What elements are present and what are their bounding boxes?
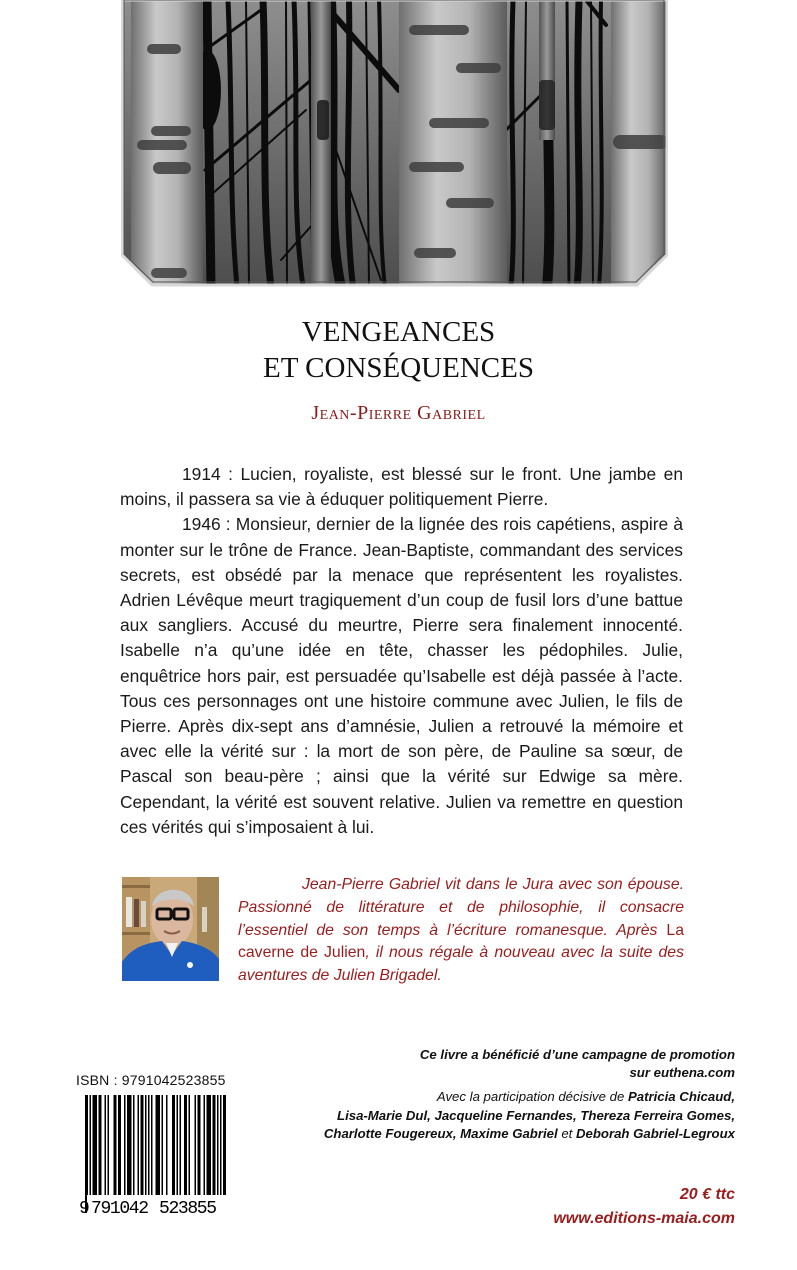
author-photo <box>122 877 219 981</box>
barcode-digits-right: 523855 <box>159 1199 217 1215</box>
barcode-bar <box>124 1095 126 1195</box>
barcode-bar <box>195 1095 197 1195</box>
participant-names: Lisa-Marie Dul, Jacqueline Fernandes, Thereza Ferreira Gomes, <box>337 1107 735 1123</box>
barcode-bar <box>204 1095 206 1195</box>
publisher-website[interactable]: www.editions-maia.com <box>553 1210 735 1227</box>
previous-book-title: La caverne de Julien <box>238 921 684 962</box>
barcode-graphic <box>79 1095 229 1215</box>
barcode-bar <box>151 1095 153 1195</box>
barcode-bar <box>213 1095 216 1195</box>
barcode-bar <box>105 1095 107 1195</box>
barcode-bar <box>118 1095 121 1195</box>
barcode-bar <box>180 1095 182 1195</box>
barcode-bar <box>93 1095 98 1195</box>
isbn-label: ISBN : 9791042523855 <box>76 1072 226 1088</box>
barcode-bar <box>145 1095 147 1195</box>
barcode-bar <box>108 1095 110 1195</box>
barcode-bar <box>177 1095 179 1195</box>
barcode-bar <box>156 1095 161 1195</box>
synopsis <box>120 462 683 840</box>
bio-text: , il nous régale à nouveau avec la suite des aventures de Julien Brigadel. <box>238 944 684 985</box>
barcode-bar <box>141 1095 144 1195</box>
barcode-bar <box>198 1095 201 1195</box>
barcode-bar <box>207 1095 212 1195</box>
participation-credits <box>295 1088 735 1144</box>
book-title-line-2: ET CONSÉQUENCES <box>263 352 534 384</box>
bio-text: Jean-Pierre Gabriel vit dans le Jura avec son épouse. Passionné de littérature et de philosophie, il consacre l’essentiel de son temps à l’écriture romanesque. Après <box>238 876 684 939</box>
birch-forest-illustration <box>121 0 668 287</box>
participation-conjunction: et <box>557 1126 576 1142</box>
barcode-bar <box>114 1095 117 1195</box>
promotion-line: sur euthena.com <box>629 1065 735 1080</box>
barcode-bar <box>138 1095 140 1195</box>
participant-names: Patricia Chicaud, <box>627 1089 735 1104</box>
barcode-bar <box>127 1095 132 1195</box>
participant-names: Deborah Gabriel-Legroux <box>575 1126 735 1142</box>
barcode-digits-left: 791042 <box>91 1199 149 1215</box>
promotion-note <box>315 1046 735 1082</box>
author-name: Jean-Pierre Gabriel <box>311 402 486 424</box>
cover-illustration <box>121 0 668 287</box>
barcode-bar <box>184 1095 187 1195</box>
barcode-bar <box>217 1095 219 1195</box>
barcode-digit-first: 9 <box>79 1199 90 1215</box>
participant-names: Charlotte Fougereux, Maxime Gabriel <box>323 1126 558 1142</box>
promotion-line: Ce livre a bénéficié d’une campagne de promotion <box>419 1047 735 1062</box>
synopsis-paragraph: 1914 : Lucien, royaliste, est blessé sur le front. Une jambe en moins, il passera sa vie à éduquer politiquement Pierre. <box>120 464 683 510</box>
barcode-bar <box>133 1095 135 1195</box>
book-title-line-1: VENGEANCES <box>301 316 496 348</box>
barcode-bar <box>220 1095 222 1195</box>
synopsis-paragraph: 1946 : Monsieur, dernier de la lignée des rois capétiens, aspire à monter sur le trône de France. Jean-Baptiste, commandant des services secrets, est obsédé par la menace que représentent les royalistes. Adrien Lévêque meurt tragiquement d’un coup de fusil lors d’une battue aux sangliers. Accusé du meurtre, Pierre sera finalement innocenté. Isabelle n’a qu’une idée en tête, chasser les pédophiles. Julie, enquêtrice hors pair, est persuadée qu’Isabelle est déjà passée à l’acte. Tous ces personnages ont une histoire commune avec Julien, le fils de Pierre. Après dix-sept ans d’amnésie, Julien a retrouvé la mémoire et avec elle la vérité sur : la mort de son père, de Pauline sa sœur, de Pascal son beau-père ; ainsi que la vérité sur Edwige sa mère. Cependant, la vérité est souvent relative. Julien va remettre en question ces vérités qui s’imposaient à lui. <box>120 514 683 837</box>
price: 20 € ttc <box>679 1186 735 1203</box>
barcode-bar <box>148 1095 150 1195</box>
barcode <box>79 1095 229 1215</box>
barcode-bar <box>223 1095 226 1195</box>
barcode-bar <box>189 1095 191 1195</box>
author-portrait-photo <box>122 877 219 981</box>
barcode-bar <box>99 1095 102 1195</box>
author-bio <box>238 874 684 988</box>
participation-intro: Avec la participation décisive de <box>436 1089 628 1104</box>
